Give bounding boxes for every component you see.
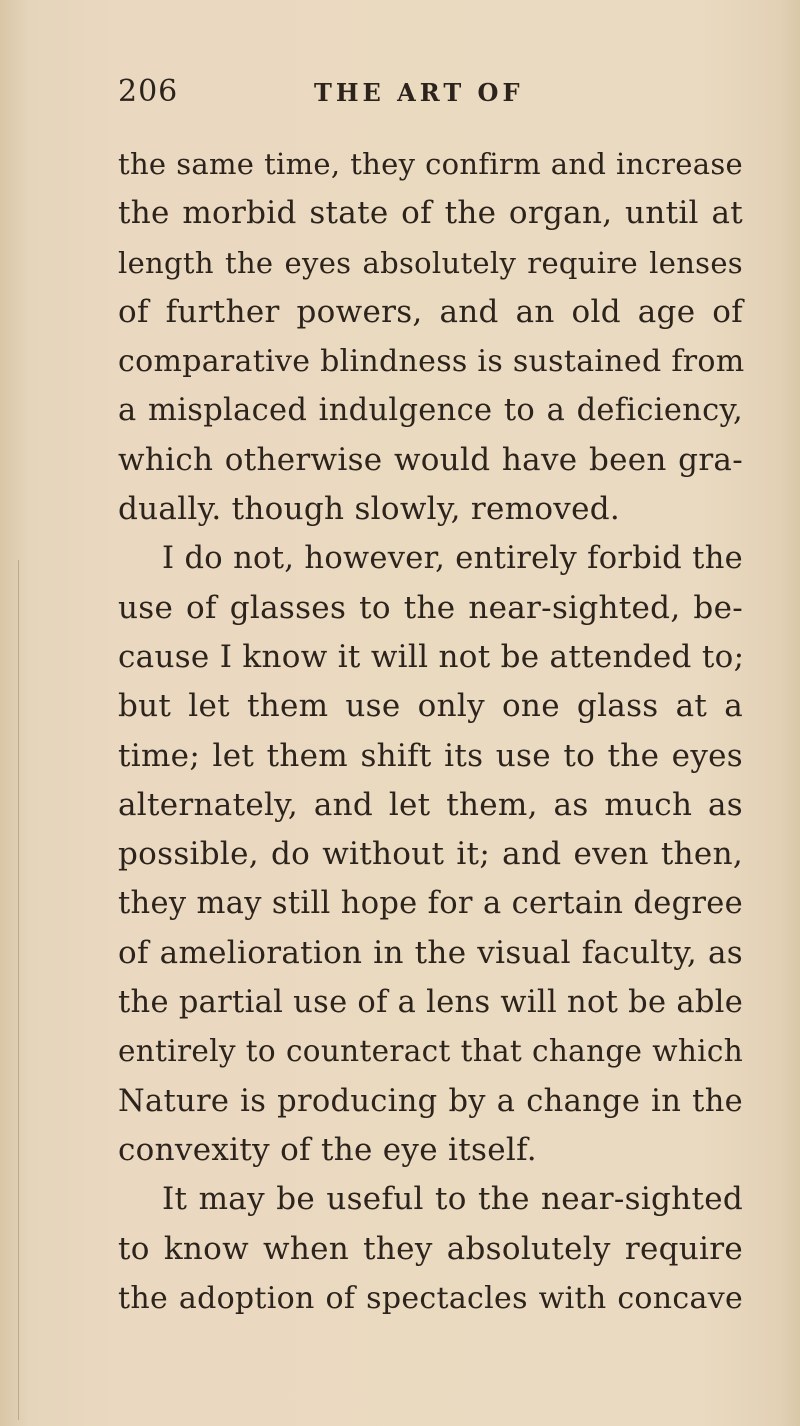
page-header <box>118 74 738 114</box>
page-number: 206 <box>118 74 179 109</box>
text-line: comparative blindness is sustained from <box>118 344 745 380</box>
text-line-paragraph-start: It may be useful to the near-sighted <box>162 1181 743 1218</box>
text-line: time; let them shift its use to the eyes <box>118 737 743 774</box>
text-line: they may still hope for a certain degree <box>118 886 743 922</box>
text-line-paragraph-start: I do not, however, entirely forbid the <box>162 541 743 577</box>
text-line: the morbid state of the organ, until at <box>118 195 743 232</box>
text-line: use of glasses to the near-sighted, be- <box>118 589 743 626</box>
page-edge-shadow <box>18 560 19 1420</box>
text-line: the adoption of spectacles with concave <box>118 1280 743 1316</box>
running-head: THE ART OF <box>314 78 524 107</box>
text-line: but let them use only one glass at a <box>118 688 743 725</box>
text-line: cause I know it will not be attended to; <box>118 638 745 675</box>
text-line: alternately, and let them, as much as <box>118 786 743 823</box>
text-line: which otherwise would have been gra- <box>118 441 743 478</box>
body-text <box>118 140 743 1323</box>
text-line: to know when they absolutely require <box>118 1230 743 1267</box>
text-line-paragraph-end: dually. though slowly, removed. <box>118 491 621 528</box>
text-line: the partial use of a lens will not be able <box>118 985 744 1021</box>
text-line: Nature is producing by a change in the <box>118 1083 743 1119</box>
text-line: a misplaced indulgence to a deficiency, <box>118 393 743 429</box>
text-line: of further powers, and an old age of <box>118 293 743 330</box>
text-line: entirely to counteract that change which <box>118 1034 743 1069</box>
text-line: of amelioration in the visual faculty, as <box>118 934 743 971</box>
text-line: the same time, they confirm and increase <box>118 147 743 181</box>
text-line-paragraph-end: convexity of the eye itself. <box>118 1131 537 1168</box>
text-line: length the eyes absolutely require lenses <box>118 245 743 280</box>
text-line: possible, do without it; and even then, <box>118 836 743 873</box>
